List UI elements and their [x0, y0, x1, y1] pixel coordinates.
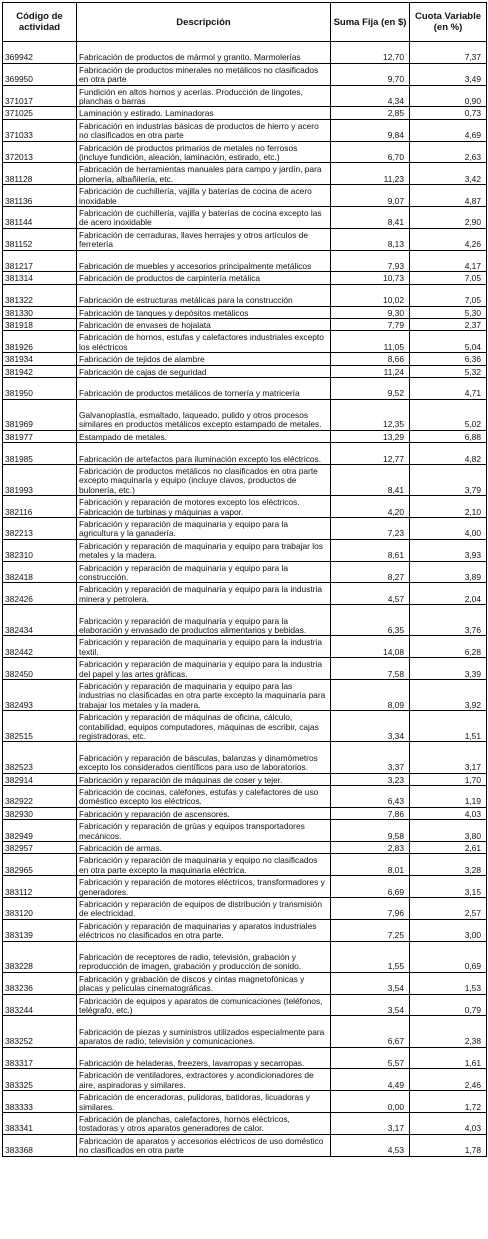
variable-rate-cell: 5,04 — [410, 331, 487, 353]
variable-rate-cell: 3,93 — [410, 539, 487, 561]
table-row — [3, 518, 487, 540]
activity-code-cell: 381934 — [3, 353, 77, 365]
fixed-amount-cell: 8,01 — [331, 854, 410, 876]
activity-code-cell: 382213 — [3, 518, 77, 540]
header-row — [3, 3, 487, 42]
table-row — [3, 272, 487, 284]
fixed-amount-cell: 4,53 — [331, 1134, 410, 1156]
description-cell: Fabricación de planchas, calefactores, hornos eléctricos, tostadoras y otros aparatos generadores de calor. — [77, 1112, 331, 1134]
table-row — [3, 63, 487, 85]
activity-code-cell: 371025 — [3, 107, 77, 119]
variable-rate-cell: 1,72 — [410, 1091, 487, 1113]
variable-rate-cell: 4,87 — [410, 185, 487, 207]
activity-code-cell: 382930 — [3, 807, 77, 819]
activity-code-cell: 382418 — [3, 561, 77, 583]
activity-code-cell: 383120 — [3, 897, 77, 919]
variable-rate-cell: 2,63 — [410, 141, 487, 163]
table-row — [3, 496, 487, 518]
fixed-amount-cell: 2,85 — [331, 107, 410, 119]
table-row — [3, 331, 487, 353]
table-row — [3, 399, 487, 430]
table-row — [3, 773, 487, 785]
table-row — [3, 658, 487, 680]
description-cell: Fabricación y reparación de maquinaria y equipo para la elaboración y envasado de productos alimentarios y bebidas. — [77, 605, 331, 636]
activity-code-cell: 383368 — [3, 1134, 77, 1156]
fixed-amount-cell: 11,24 — [331, 365, 410, 377]
activity-rate-table — [2, 2, 487, 1157]
fixed-amount-cell: 8,61 — [331, 539, 410, 561]
variable-rate-cell: 6,88 — [410, 430, 487, 442]
variable-rate-cell: 3,42 — [410, 163, 487, 185]
description-cell: Fabricación de artefactos para iluminación excepto los eléctricos. — [77, 443, 331, 465]
description-cell: Fabricación de herramientas manuales para campo y jardín, para plomería, albañilería, etc. — [77, 163, 331, 185]
activity-code-cell: 381977 — [3, 430, 77, 442]
activity-code-cell: 381330 — [3, 306, 77, 318]
activity-code-cell: 369950 — [3, 63, 77, 85]
variable-rate-cell: 2,04 — [410, 583, 487, 605]
description-cell: Fabricación de envases de hojalata — [77, 318, 331, 330]
activity-code-cell: 381918 — [3, 318, 77, 330]
table-row — [3, 42, 487, 64]
fixed-amount-cell: 8,13 — [331, 228, 410, 250]
activity-code-cell: 381128 — [3, 163, 77, 185]
table-row — [3, 206, 487, 228]
fixed-amount-cell: 9,07 — [331, 185, 410, 207]
variable-rate-cell: 4,00 — [410, 518, 487, 540]
activity-code-cell: 383236 — [3, 972, 77, 994]
activity-code-cell: 372013 — [3, 141, 77, 163]
description-cell: Fabricación de muebles y accesorios principalmente metálicos — [77, 250, 331, 272]
variable-rate-cell: 3,15 — [410, 876, 487, 898]
table-row — [3, 919, 487, 941]
description-cell: Fabricación de receptores de radio, televisión, grabación y reproducción de imagen, grabación y producción de sonido. — [77, 941, 331, 972]
description-cell: Fabricación de heladeras, freezers, lavarropas y secarropas. — [77, 1047, 331, 1069]
activity-code-cell: 382493 — [3, 680, 77, 711]
variable-rate-cell: 0,79 — [410, 994, 487, 1016]
description-cell: Fabricación de estructuras metálicas para la construcción — [77, 284, 331, 306]
activity-code-cell: 382922 — [3, 785, 77, 807]
variable-rate-cell: 4,03 — [410, 1112, 487, 1134]
table-row — [3, 841, 487, 853]
header-description: Descripción — [77, 3, 331, 42]
activity-code-cell: 381136 — [3, 185, 77, 207]
description-cell: Fabricación y reparación de maquinaria y equipo para la construcción. — [77, 561, 331, 583]
fixed-amount-cell: 7,25 — [331, 919, 410, 941]
fixed-amount-cell: 6,35 — [331, 605, 410, 636]
description-cell: Fabricación de armas. — [77, 841, 331, 853]
description-cell: Fabricación de cajas de seguridad — [77, 365, 331, 377]
table-row — [3, 107, 487, 119]
description-cell: Fabricación de productos de mármol y granito. Marmolerías — [77, 42, 331, 64]
fixed-amount-cell: 8,41 — [331, 206, 410, 228]
variable-rate-cell: 1,61 — [410, 1047, 487, 1069]
activity-code-cell: 381942 — [3, 365, 77, 377]
fixed-amount-cell: 11,23 — [331, 163, 410, 185]
variable-rate-cell: 3,00 — [410, 919, 487, 941]
description-cell: Fabricación de tejidos de alambre — [77, 353, 331, 365]
fixed-amount-cell: 6,70 — [331, 141, 410, 163]
fixed-amount-cell: 12,35 — [331, 399, 410, 430]
activity-code-cell: 382426 — [3, 583, 77, 605]
activity-code-cell: 383333 — [3, 1091, 77, 1113]
variable-rate-cell: 2,38 — [410, 1016, 487, 1047]
fixed-amount-cell: 4,49 — [331, 1069, 410, 1091]
variable-rate-cell: 3,79 — [410, 465, 487, 496]
activity-code-cell: 381217 — [3, 250, 77, 272]
fixed-amount-cell: 4,34 — [331, 85, 410, 107]
variable-rate-cell: 3,76 — [410, 605, 487, 636]
description-cell: Fabricación y reparación de básculas, balanzas y dinamómetros excepto los considerados científicos para uso de laboratorios. — [77, 742, 331, 773]
table-row — [3, 742, 487, 773]
description-cell: Fabricación y reparación de maquinaria y equipo para la industria textil. — [77, 636, 331, 658]
table-row — [3, 1016, 487, 1047]
variable-rate-cell: 7,05 — [410, 284, 487, 306]
fixed-amount-cell: 3,34 — [331, 711, 410, 742]
fixed-amount-cell: 7,96 — [331, 897, 410, 919]
description-cell: Fabricación de productos metálicos de tornería y matricería — [77, 377, 331, 399]
table-row — [3, 583, 487, 605]
description-cell: Fabricación de cocinas, calefones, estufas y calefactores de uso doméstico excepto los eléctricos. — [77, 785, 331, 807]
activity-code-cell: 371017 — [3, 85, 77, 107]
table-row — [3, 636, 487, 658]
description-cell: Fabricación y reparación de ascensores. — [77, 807, 331, 819]
table-row — [3, 430, 487, 442]
description-cell: Fabricación de cuchillería, vajilla y baterías de cocina excepto las de acero inoxidable — [77, 206, 331, 228]
variable-rate-cell: 4,03 — [410, 807, 487, 819]
description-cell: Fabricación y reparación de maquinaria y equipo para la industria del papel y las artes gráficas. — [77, 658, 331, 680]
activity-code-cell: 369942 — [3, 42, 77, 64]
fixed-amount-cell: 3,54 — [331, 972, 410, 994]
table-row — [3, 711, 487, 742]
activity-code-cell: 382442 — [3, 636, 77, 658]
table-row — [3, 228, 487, 250]
variable-rate-cell: 4,17 — [410, 250, 487, 272]
activity-code-cell: 382965 — [3, 854, 77, 876]
description-cell: Fabricación de piezas y suministros utilizados especialmente para aparatos de radio, televisión y comunicaciones. — [77, 1016, 331, 1047]
fixed-amount-cell: 5,57 — [331, 1047, 410, 1069]
table-row — [3, 353, 487, 365]
description-cell: Fabricación de hornos, estufas y calefactores industriales excepto los eléctricos — [77, 331, 331, 353]
description-cell: Fabricación de tanques y depósitos metálicos — [77, 306, 331, 318]
activity-code-cell: 371033 — [3, 119, 77, 141]
header-variable-rate: Cuota Variable (en %) — [410, 3, 487, 42]
activity-code-cell: 382310 — [3, 539, 77, 561]
fixed-amount-cell: 4,57 — [331, 583, 410, 605]
activity-code-cell: 382450 — [3, 658, 77, 680]
activity-code-cell: 383325 — [3, 1069, 77, 1091]
variable-rate-cell: 3,89 — [410, 561, 487, 583]
table-row — [3, 680, 487, 711]
fixed-amount-cell: 10,73 — [331, 272, 410, 284]
variable-rate-cell: 2,46 — [410, 1069, 487, 1091]
variable-rate-cell: 1,70 — [410, 773, 487, 785]
table-row — [3, 994, 487, 1016]
variable-rate-cell: 6,28 — [410, 636, 487, 658]
description-cell: Fabricación y reparación de máquinas de coser y tejer. — [77, 773, 331, 785]
variable-rate-cell: 3,92 — [410, 680, 487, 711]
description-cell: Fabricación de enceradoras, pulidoras, batidoras, licuadoras y similares. — [77, 1091, 331, 1113]
variable-rate-cell: 0,90 — [410, 85, 487, 107]
variable-rate-cell: 3,39 — [410, 658, 487, 680]
fixed-amount-cell: 6,67 — [331, 1016, 410, 1047]
description-cell: Fabricación de aparatos y accesorios eléctricos de uso doméstico no clasificados en otra parte — [77, 1134, 331, 1156]
table-row — [3, 785, 487, 807]
table-row — [3, 377, 487, 399]
activity-code-cell: 381322 — [3, 284, 77, 306]
variable-rate-cell: 1,51 — [410, 711, 487, 742]
table-row — [3, 820, 487, 842]
description-cell: Fabricación y reparación de equipos de distribución y transmisión de electricidad. — [77, 897, 331, 919]
variable-rate-cell: 7,05 — [410, 272, 487, 284]
fixed-amount-cell: 10,02 — [331, 284, 410, 306]
variable-rate-cell: 5,02 — [410, 399, 487, 430]
table-row — [3, 972, 487, 994]
table-row — [3, 807, 487, 819]
variable-rate-cell: 3,80 — [410, 820, 487, 842]
table-row — [3, 185, 487, 207]
variable-rate-cell: 5,30 — [410, 306, 487, 318]
description-cell: Fabricación y reparación de maquinarias y aparatos industriales eléctricos no clasificados en otra parte. — [77, 919, 331, 941]
table-row — [3, 1047, 487, 1069]
activity-code-cell: 383244 — [3, 994, 77, 1016]
fixed-amount-cell: 4,20 — [331, 496, 410, 518]
table-row — [3, 1112, 487, 1134]
activity-code-cell: 382949 — [3, 820, 77, 842]
header-fixed-amount: Suma Fija (en $) — [331, 3, 410, 42]
description-cell: Laminación y estirado. Laminadoras — [77, 107, 331, 119]
table-row — [3, 119, 487, 141]
variable-rate-cell: 5,32 — [410, 365, 487, 377]
variable-rate-cell: 4,26 — [410, 228, 487, 250]
description-cell: Fabricación y reparación de maquinaria y equipo para la agricultura y la ganadería. — [77, 518, 331, 540]
table-row — [3, 1091, 487, 1113]
fixed-amount-cell: 3,37 — [331, 742, 410, 773]
variable-rate-cell: 3,28 — [410, 854, 487, 876]
fixed-amount-cell: 12,77 — [331, 443, 410, 465]
header-activity-code: Código de actividad — [3, 3, 77, 42]
activity-code-cell: 383317 — [3, 1047, 77, 1069]
fixed-amount-cell: 9,52 — [331, 377, 410, 399]
table-row — [3, 465, 487, 496]
fixed-amount-cell: 7,86 — [331, 807, 410, 819]
fixed-amount-cell: 3,54 — [331, 994, 410, 1016]
activity-code-cell: 381950 — [3, 377, 77, 399]
fixed-amount-cell: 2,83 — [331, 841, 410, 853]
activity-code-cell: 381969 — [3, 399, 77, 430]
table-row — [3, 141, 487, 163]
variable-rate-cell: 4,71 — [410, 377, 487, 399]
variable-rate-cell: 2,37 — [410, 318, 487, 330]
fixed-amount-cell: 6,69 — [331, 876, 410, 898]
table-row — [3, 443, 487, 465]
table-row — [3, 250, 487, 272]
variable-rate-cell: 7,37 — [410, 42, 487, 64]
table-body — [3, 42, 487, 1157]
activity-code-cell: 381993 — [3, 465, 77, 496]
table-row — [3, 539, 487, 561]
fixed-amount-cell: 8,09 — [331, 680, 410, 711]
description-cell: Fabricación de productos de carpintería metálica — [77, 272, 331, 284]
activity-code-cell: 383228 — [3, 941, 77, 972]
fixed-amount-cell: 9,70 — [331, 63, 410, 85]
description-cell: Fabricación de productos metálicos no clasificados en otra parte excepto maquinaria y equipo (incluye clavos, productos de bulonería, etc.) — [77, 465, 331, 496]
table-row — [3, 605, 487, 636]
activity-code-cell: 383252 — [3, 1016, 77, 1047]
description-cell: Fabricación y reparación de máquinas de oficina, cálculo, contabilidad, equipos computadores, máquinas de escribir, cajas registradoras, etc. — [77, 711, 331, 742]
description-cell: Fabricación y reparación de motores eléctricos, transformadores y generadores. — [77, 876, 331, 898]
description-cell: Galvanoplastía, esmaltado, laqueado, pulido y otros procesos similares en productos metálicos excepto estampado de metales. — [77, 399, 331, 430]
fixed-amount-cell: 7,79 — [331, 318, 410, 330]
table-row — [3, 365, 487, 377]
table-row — [3, 854, 487, 876]
activity-code-cell: 382914 — [3, 773, 77, 785]
variable-rate-cell: 3,49 — [410, 63, 487, 85]
variable-rate-cell: 2,57 — [410, 897, 487, 919]
description-cell: Fabricación en industrias básicas de productos de hierro y acero no clasificados en otra parte — [77, 119, 331, 141]
fixed-amount-cell: 7,58 — [331, 658, 410, 680]
fixed-amount-cell: 13,29 — [331, 430, 410, 442]
description-cell: Fabricación de equipos y aparatos de comunicaciones (teléfonos, telégrafo, etc.) — [77, 994, 331, 1016]
fixed-amount-cell: 1,55 — [331, 941, 410, 972]
activity-code-cell: 382523 — [3, 742, 77, 773]
activity-code-cell: 381144 — [3, 206, 77, 228]
variable-rate-cell: 4,82 — [410, 443, 487, 465]
activity-code-cell: 383341 — [3, 1112, 77, 1134]
variable-rate-cell: 1,78 — [410, 1134, 487, 1156]
activity-code-cell: 383112 — [3, 876, 77, 898]
fixed-amount-cell: 9,84 — [331, 119, 410, 141]
description-cell: Fundición en altos hornos y acerías. Producción de lingotes, planchas o barras — [77, 85, 331, 107]
fixed-amount-cell: 12,70 — [331, 42, 410, 64]
activity-code-cell: 382515 — [3, 711, 77, 742]
fixed-amount-cell: 8,41 — [331, 465, 410, 496]
fixed-amount-cell: 7,93 — [331, 250, 410, 272]
variable-rate-cell: 2,10 — [410, 496, 487, 518]
description-cell: Fabricación y reparación de motores excepto los eléctricos. Fabricación de turbinas y máquinas a vapor. — [77, 496, 331, 518]
variable-rate-cell: 4,69 — [410, 119, 487, 141]
activity-code-cell: 382116 — [3, 496, 77, 518]
description-cell: Fabricación y reparación de maquinaria y equipo no clasificados en otra parte excepto la maquinaria eléctrica. — [77, 854, 331, 876]
variable-rate-cell: 1,19 — [410, 785, 487, 807]
table-row — [3, 941, 487, 972]
table-row — [3, 163, 487, 185]
description-cell: Estampado de metales. — [77, 430, 331, 442]
activity-code-cell: 383139 — [3, 919, 77, 941]
description-cell: Fabricación y reparación de maquinaria y equipo para trabajar los metales y la madera. — [77, 539, 331, 561]
fixed-amount-cell: 9,58 — [331, 820, 410, 842]
fixed-amount-cell: 11,05 — [331, 331, 410, 353]
activity-code-cell: 382957 — [3, 841, 77, 853]
description-cell: Fabricación de productos minerales no metálicos no clasificados en otra parte — [77, 63, 331, 85]
fixed-amount-cell: 3,17 — [331, 1112, 410, 1134]
table-row — [3, 306, 487, 318]
fixed-amount-cell: 8,66 — [331, 353, 410, 365]
variable-rate-cell: 3,17 — [410, 742, 487, 773]
table-row — [3, 284, 487, 306]
variable-rate-cell: 0,73 — [410, 107, 487, 119]
description-cell: Fabricación y reparación de grúas y equipos transportadores mecánicos. — [77, 820, 331, 842]
activity-code-cell: 381985 — [3, 443, 77, 465]
table-row — [3, 1069, 487, 1091]
description-cell: Fabricación y grabación de discos y cintas magnetofónicas y placas y películas cinematográficas. — [77, 972, 331, 994]
fixed-amount-cell: 8,27 — [331, 561, 410, 583]
table-row — [3, 318, 487, 330]
activity-code-cell: 381152 — [3, 228, 77, 250]
description-cell: Fabricación de ventiladores, extractores y acondicionadores de aire, aspiradoras y similares. — [77, 1069, 331, 1091]
variable-rate-cell: 0,69 — [410, 941, 487, 972]
table-row — [3, 85, 487, 107]
table-row — [3, 876, 487, 898]
fixed-amount-cell: 9,30 — [331, 306, 410, 318]
fixed-amount-cell: 6,43 — [331, 785, 410, 807]
description-cell: Fabricación y reparación de maquinaria y equipo para la industria minera y petrolera. — [77, 583, 331, 605]
description-cell: Fabricación de productos primarios de metales no ferrosos (incluye fundición, aleación, laminación, estirado, etc.) — [77, 141, 331, 163]
description-cell: Fabricación y reparación de maquinaria y equipo para las industrias no clasificadas en otra parte excepto la maquinaria para trabajar los metales y la madera. — [77, 680, 331, 711]
activity-code-cell: 382434 — [3, 605, 77, 636]
fixed-amount-cell: 14,08 — [331, 636, 410, 658]
variable-rate-cell: 1,53 — [410, 972, 487, 994]
fixed-amount-cell: 3,23 — [331, 773, 410, 785]
variable-rate-cell: 2,90 — [410, 206, 487, 228]
description-cell: Fabricación de cuchillería, vajilla y baterías de cocina de acero inoxidable — [77, 185, 331, 207]
table-row — [3, 1134, 487, 1156]
fixed-amount-cell: 0,00 — [331, 1091, 410, 1113]
description-cell: Fabricación de cerraduras, llaves herrajes y otros artículos de ferretería — [77, 228, 331, 250]
table-header — [3, 3, 487, 42]
table-row — [3, 897, 487, 919]
variable-rate-cell: 2,61 — [410, 841, 487, 853]
table-row — [3, 561, 487, 583]
fixed-amount-cell: 7,23 — [331, 518, 410, 540]
activity-code-cell: 381314 — [3, 272, 77, 284]
activity-code-cell: 381926 — [3, 331, 77, 353]
variable-rate-cell: 6,36 — [410, 353, 487, 365]
